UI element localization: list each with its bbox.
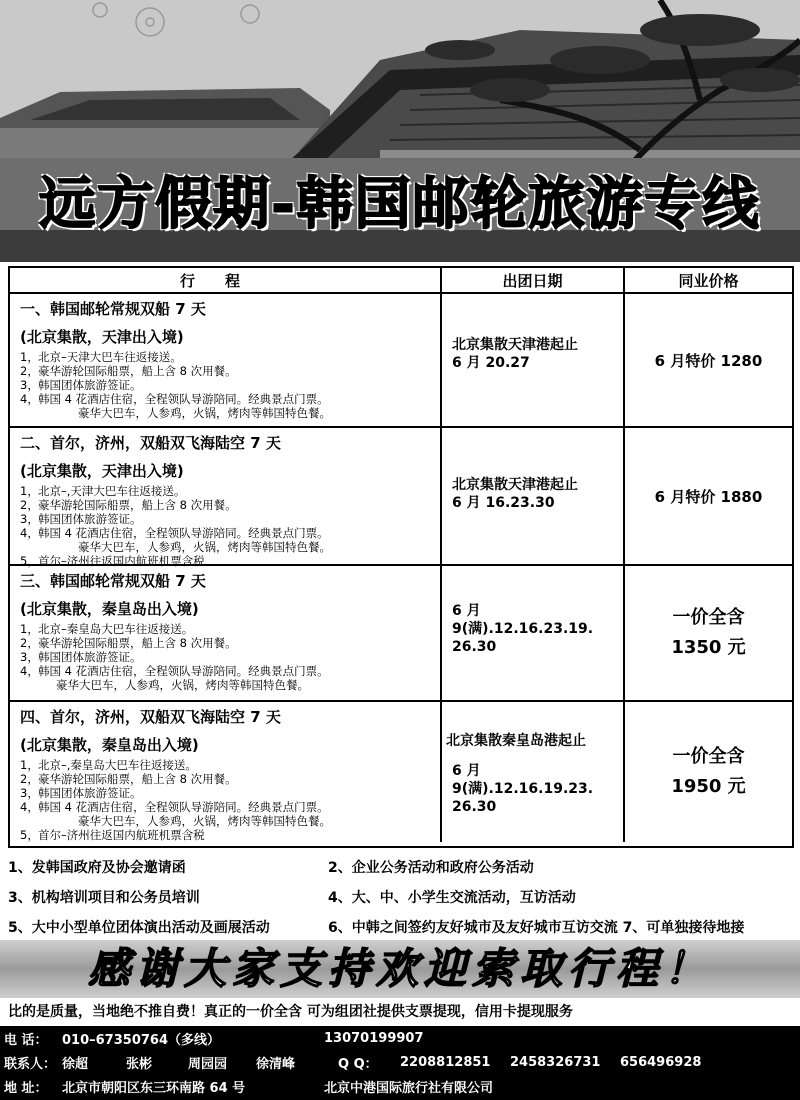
contact-person: 徐清峰 [256,1056,296,1072]
itinerary-item [20,772,432,786]
price-cell [625,566,792,700]
date-line: 6 月 [452,763,481,779]
company-name: 北京中港国际旅行社有限公司 [324,1080,494,1096]
price-line: 1350 元 [671,637,746,658]
itinerary-item [20,664,432,678]
item-text: 韩国 4 花酒店住宿，全程领队导游陪同。经典景点门票。 [38,664,329,678]
item-number: 3， [20,786,39,800]
contact-people-line [0,1050,800,1074]
contact-person: 周园园 [188,1056,228,1072]
item-number [20,678,38,692]
route-subtitle: (北京集散，秦皇岛出入境) [20,600,199,618]
date-cell [442,702,625,842]
item-text: 首尔–济州往返国内航班机票含税 [38,828,205,842]
item-text: 韩国团体旅游签证。 [38,786,142,800]
itinerary-item [20,406,432,420]
item-number: 1， [20,622,39,636]
item-number: 1， [20,484,39,498]
itinerary-item [20,650,432,664]
service-item: 2、企业公务活动和政府公务活动 [328,860,534,876]
service-line [8,852,798,882]
item-number: 4， [20,526,39,540]
item-text: 韩国团体旅游签证。 [38,378,142,392]
price-cell [625,294,792,426]
itinerary-item [20,392,432,406]
item-text: 首尔–济州往返国内航班机票含税 [38,554,205,568]
date-cell [442,294,625,426]
item-number: 1， [20,350,39,364]
itinerary-cell [10,294,442,426]
page-title: 远方假期-韩国邮轮旅游专线 [39,171,761,237]
mobile-number: 13070199907 [324,1030,424,1046]
itinerary-item [20,800,432,814]
item-text: 豪华大巴车，人参鸡，火锅，烤肉等韩国特色餐。 [78,540,331,554]
contact-person: 张彬 [126,1056,153,1072]
item-number [20,540,38,554]
address: 北京市朝阳区东三环南路 64 号 [62,1080,246,1096]
qq-number: 2208812851 [400,1054,491,1070]
item-number: 2， [20,772,39,786]
service-line [8,912,798,942]
itinerary-item [20,364,432,378]
item-number: 2， [20,636,39,650]
itinerary-item [20,350,432,364]
item-number: 5， [20,554,39,568]
itinerary-item [20,758,432,772]
price-line: 6 月特价 1280 [654,351,763,370]
table-row [10,702,792,842]
table-header [10,268,792,294]
itinerary-item [20,678,432,692]
itinerary-item [20,484,432,498]
route-subtitle: (北京集散，天津出入境) [20,328,184,346]
route-title: 一、韩国邮轮常规双船 7 天 [20,300,206,318]
itinerary-item [20,622,432,636]
service-item: 3、机构培训项目和公务员培训 [8,890,200,906]
item-text: 韩国 4 花酒店住宿，全程领队导游陪同。经典景点门票。 [38,526,329,540]
item-text: 豪华游轮国际船票，船上含 8 次用餐。 [38,498,237,512]
services-list [8,852,798,942]
item-text: 豪华游轮国际船票，船上含 8 次用餐。 [38,772,237,786]
item-number: 3， [20,512,39,526]
item-number: 4， [20,800,39,814]
item-number: 2， [20,364,39,378]
date-line: 26.30 [452,639,497,655]
item-number: 3， [20,378,39,392]
date-line: 6 月 16.23.30 [452,495,555,511]
item-text: 韩国 4 花酒店住宿，全程领队导游陪同。经典景点门票。 [38,392,329,406]
itinerary-item [20,814,432,828]
contact-person: 徐超 [62,1056,89,1072]
itinerary-item [20,512,432,526]
date-line: 6 月 [452,603,481,619]
table-row [10,428,792,566]
item-text: 北京–,秦皇岛大巴车往返接送。 [38,758,197,772]
itinerary-cell [10,428,442,568]
service-item: 1、发韩国政府及协会邀请函 [8,860,186,876]
service-item: 4、大、中、小学生交流活动，互访活动 [328,890,576,906]
item-text: 豪华游轮国际船票，船上含 8 次用餐。 [38,636,237,650]
date-line: 6 月 20.27 [452,355,530,371]
item-number: 2， [20,498,39,512]
price-cell [625,428,792,564]
itinerary-item [20,786,432,800]
phone-number: 010–67350764（多线） [62,1032,220,1048]
price-line: 1950 元 [671,776,746,797]
item-text: 北京–天津大巴车往返接送。 [38,350,182,364]
price-line: 一价全含 [672,746,745,767]
price-cell [625,702,792,842]
table-row [10,566,792,702]
header-price: 同业价格 [678,271,739,290]
itinerary-cell [10,566,442,700]
price-line: 6 月特价 1880 [654,487,763,506]
date-line: 9(满).12.16.23.19. [452,621,594,637]
address-label: 地 址： [4,1080,48,1096]
itinerary-item [20,540,432,554]
header-date: 出团日期 [442,268,625,292]
header-itinerary: 行程 [10,268,442,292]
item-number [20,406,38,420]
item-text: 北京–秦皇岛大巴车往返接送。 [38,622,194,636]
service-item: 5、大中小型单位团体演出活动及画展活动 [8,920,270,936]
price-line: 一价全含 [672,607,745,628]
item-number [20,814,38,828]
qq-number: 656496928 [620,1054,702,1070]
item-text: 韩国团体旅游签证。 [38,512,142,526]
thanks-banner: 感谢大家支持欢迎索取行程！ [0,940,800,998]
service-line [8,882,798,912]
contact-address-line [0,1074,800,1098]
people-label: 联系人： [4,1056,57,1072]
itinerary-item [20,526,432,540]
item-text: 豪华游轮国际船票，船上含 8 次用餐。 [38,364,237,378]
phone-label: 电 话： [4,1032,48,1048]
header-banner [0,0,800,262]
route-subtitle: (北京集散，秦皇岛出入境) [20,736,199,754]
item-number: 5， [20,828,39,842]
route-title: 四、首尔，济州，双船双飞海陆空 7 天 [20,708,281,726]
item-number: 4， [20,392,39,406]
contact-bar [0,1026,800,1100]
item-number: 1， [20,758,39,772]
item-text: 豪华大巴车，人参鸡，火锅，烤肉等韩国特色餐。 [56,678,309,692]
itinerary-table [8,266,794,848]
qq-number: 2458326731 [510,1054,601,1070]
item-text: 北京–,天津大巴车往返接送。 [38,484,186,498]
item-number: 3， [20,650,39,664]
contact-phone-line [0,1026,800,1050]
itinerary-item [20,498,432,512]
item-text: 韩国团体旅游签证。 [38,650,142,664]
table-row [10,294,792,428]
qq-label: Q Q： [338,1056,378,1072]
item-number: 4， [20,664,39,678]
date-line: 北京集散天津港起止 [452,337,578,353]
itinerary-item [20,828,432,842]
date-line: 北京集散天津港起止 [452,477,578,493]
service-item: 6、中韩之间签约友好城市及友好城市互访交流 7、可单独接待地接 [328,920,745,936]
item-text: 豪华大巴车，人参鸡，火锅，烤肉等韩国特色餐。 [78,406,331,420]
date-line: 9(满).12.16.19.23. [452,781,594,797]
route-subtitle: (北京集散，天津出入境) [20,462,184,480]
item-text: 豪华大巴车，人参鸡，火锅，烤肉等韩国特色餐。 [78,814,331,828]
date-cell [442,566,625,700]
item-text: 韩国 4 花酒店住宿，全程领队导游陪同。经典景点门票。 [38,800,329,814]
route-title: 二、首尔，济州，双船双飞海陆空 7 天 [20,434,281,452]
date-line: 北京集散秦皇岛港起止 [446,733,586,749]
date-line: 26.30 [452,799,497,815]
itinerary-item [20,378,432,392]
date-cell [442,428,625,564]
promo-text: 比的是质量，当地绝不推自费！真正的一价全含 可为组团社提供支票提现，信用卡提现服务 [8,1004,573,1020]
itinerary-cell [10,702,442,842]
route-title: 三、韩国邮轮常规双船 7 天 [20,572,206,590]
itinerary-item [20,636,432,650]
